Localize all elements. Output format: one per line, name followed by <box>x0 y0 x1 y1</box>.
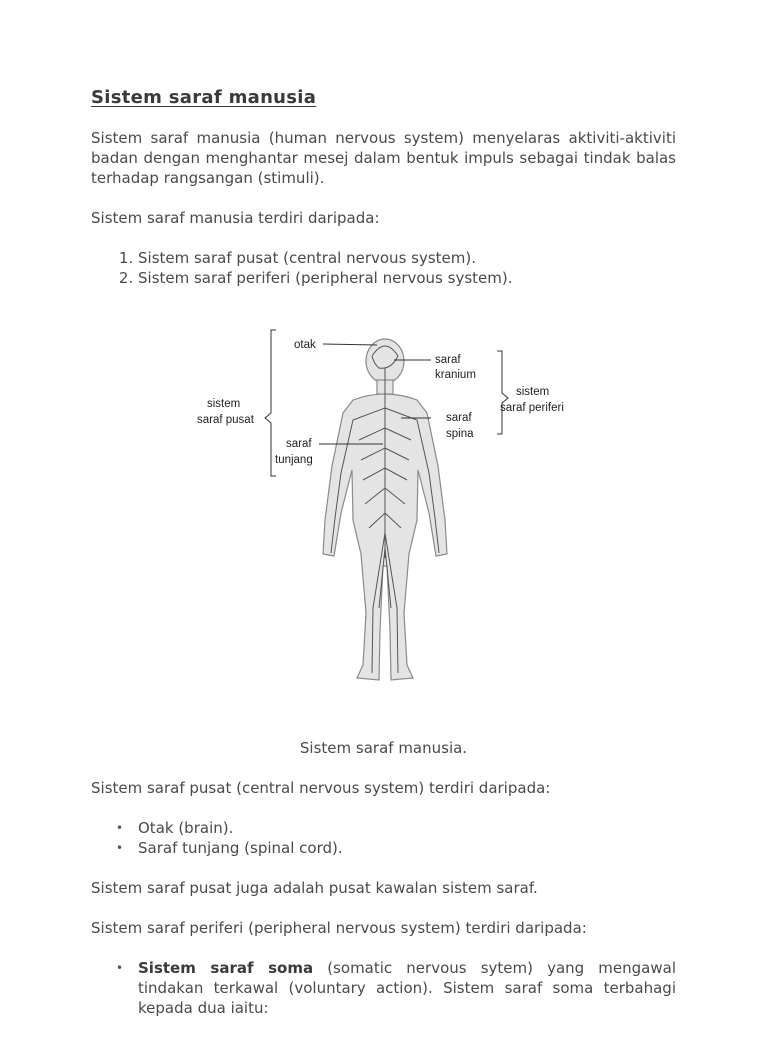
cns-list <box>91 818 676 858</box>
nervous-system-diagram <box>91 308 676 738</box>
label-sistem-saraf-periferi: saraf periferi <box>500 402 564 414</box>
label-sistem-saraf-periferi: sistem <box>516 386 550 398</box>
pns-intro: Sistem saraf periferi (peripheral nervous system) terdiri daripada: <box>91 919 587 937</box>
composition-intro: Sistem saraf manusia terdiri daripada: <box>91 209 380 227</box>
list-item: 2. Sistem saraf periferi (peripheral nervous system). <box>138 268 676 288</box>
label-saraf-tunjang: saraf <box>286 438 312 450</box>
intro-paragraph: Sistem saraf manusia (human nervous system) menyelaras aktiviti-aktiviti badan dengan menghantar mesej dalam bentuk impuls sebagai tindak balas terhadap rangsangan (stimuli). <box>91 129 676 187</box>
label-otak: otak <box>294 339 316 351</box>
figure-caption: Sistem saraf manusia. <box>299 739 468 757</box>
list-item <box>138 958 676 1018</box>
list-item: • Otak (brain). <box>138 818 676 838</box>
page-title: Sistem saraf manusia <box>91 87 317 108</box>
list-item: • Saraf tunjang (spinal cord). <box>138 838 676 858</box>
list-item-text: (somatic nervous sytem) yang mengawal tindakan terkawal (voluntary action). Sistem saraf soma terbahagi kepada dua iaitu: <box>138 959 676 1017</box>
label-saraf-spina: saraf <box>446 412 472 424</box>
label-saraf-tunjang: tunjang <box>275 454 313 466</box>
document-content <box>91 88 676 1038</box>
cns-intro: Sistem saraf pusat (central nervous system) terdiri daripada: <box>91 779 551 797</box>
list-item: 1. Sistem saraf pusat (central nervous system). <box>138 248 676 268</box>
label-sistem-saraf-pusat: sistem <box>207 398 241 410</box>
composition-list <box>91 248 676 288</box>
list-item-bold-term: Sistem saraf soma <box>138 959 314 977</box>
pns-list <box>91 958 676 1018</box>
nerve-network <box>331 346 439 673</box>
right-brace <box>497 351 508 434</box>
label-saraf-kranium: kranium <box>435 369 476 381</box>
label-saraf-kranium: saraf <box>435 354 461 366</box>
cns-note: Sistem saraf pusat juga adalah pusat kawalan sistem saraf. <box>91 879 538 897</box>
label-saraf-spina: spina <box>446 428 474 440</box>
label-sistem-saraf-pusat: saraf pusat <box>197 414 254 426</box>
nervous-system-figure <box>91 308 676 738</box>
